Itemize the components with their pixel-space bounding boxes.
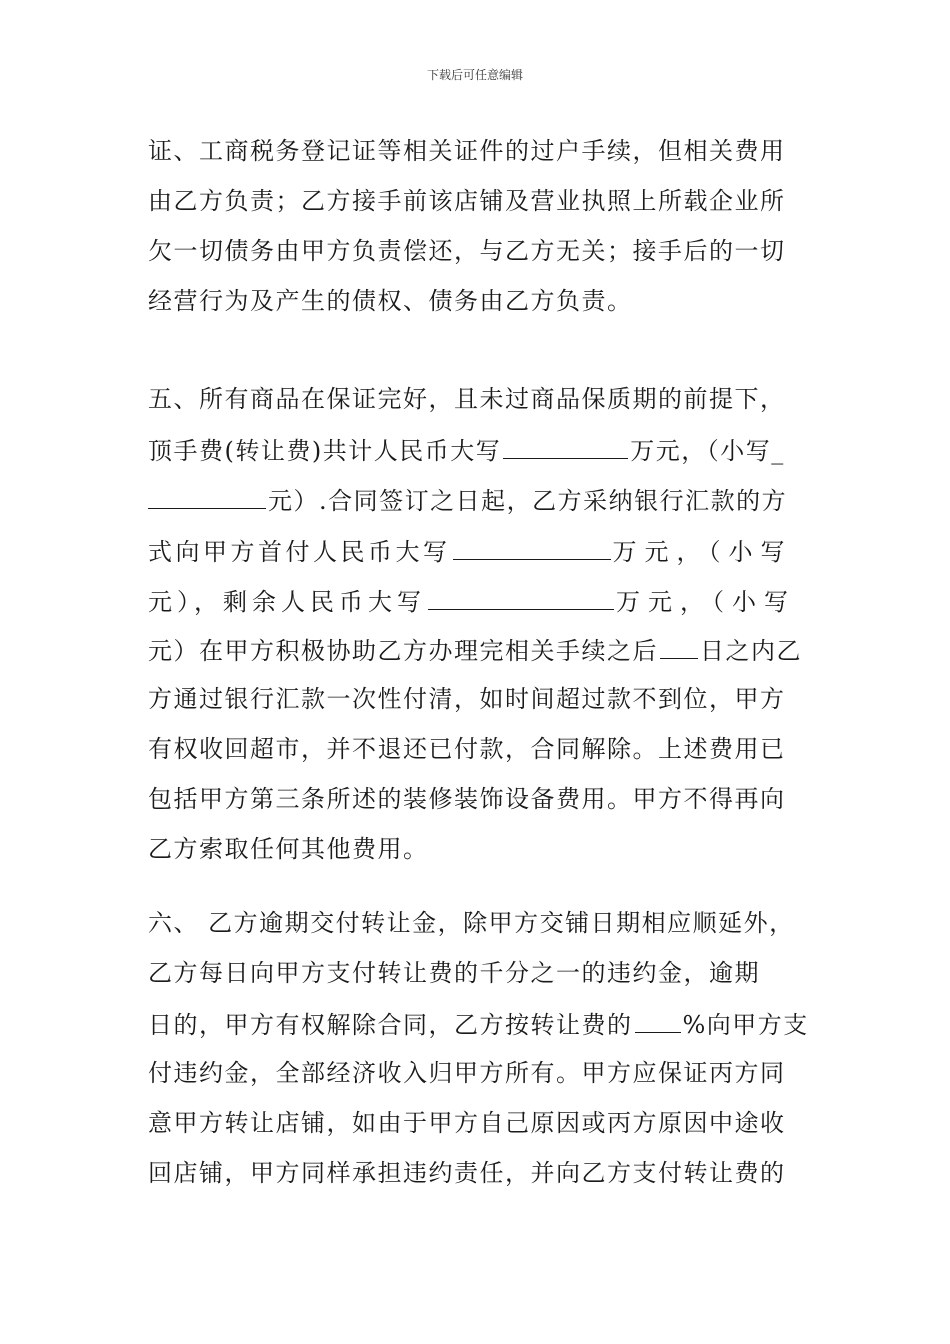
para4-line-3: 欠一切债务由甲方负责偿还，与乙方无关；接手后的一切 — [148, 237, 786, 265]
fill-blank[interactable] — [503, 434, 628, 459]
para5-line-4 — [148, 535, 793, 567]
para6-line-3 — [148, 1008, 809, 1040]
para5-text: 万元，（小写 — [616, 588, 796, 616]
para5-line-2 — [148, 434, 785, 466]
para5-text: 元）在甲方积极协助乙方办理完相关手续之后 — [148, 637, 658, 665]
fill-blank[interactable] — [635, 1008, 681, 1033]
fill-blank[interactable] — [148, 484, 266, 509]
para5-line-8: 有权收回超市，并不退还已付款，合同解除。上述费用已 — [148, 735, 786, 763]
para5-text: 式向甲方首付人民币大写 — [148, 538, 451, 566]
para5-text: 元）.合同签订之日起，乙方采纳银行汇款的方 — [268, 487, 788, 515]
para6-line-5: 意甲方转让店铺，如由于甲方自己原因或丙方原因中途收 — [148, 1109, 786, 1137]
para5-text: 元），剩余人民币大写 — [148, 588, 426, 616]
para6-line-1: 六、 乙方逾期交付转让金，除甲方交铺日期相应顺延外， — [148, 909, 795, 937]
para5-text: 万元，（小写_ — [630, 437, 785, 465]
para5-text: 日之内乙 — [700, 637, 802, 665]
para5-line-3 — [148, 484, 787, 516]
page-header: 下载后可任意编辑 — [426, 68, 523, 82]
para5-line-10: 乙方索取任何其他费用。 — [148, 835, 429, 863]
para4-line-1: 证、工商税务登记证等相关证件的过户手续，但相关费用 — [148, 137, 786, 165]
fill-blank[interactable] — [660, 634, 698, 659]
para6-text: %向甲方支 — [682, 1011, 809, 1039]
para5-text: 顶手费(转让费)共计人民币大写 — [148, 437, 502, 465]
para4-line-4: 经营行为及产生的债权、债务由乙方负责。 — [148, 287, 633, 315]
para5-text: 万元，（小写 — [612, 538, 793, 566]
para5-line-7: 方通过银行汇款一次性付清，如时间超过款不到位，甲方 — [148, 685, 786, 713]
para6-line-6: 回店铺，甲方同样承担违约责任，并向乙方支付转让费的 — [148, 1159, 786, 1187]
para5-line-6 — [148, 634, 802, 666]
para5-line-9: 包括甲方第三条所述的装修装饰设备费用。甲方不得再向 — [148, 785, 786, 813]
fill-blank[interactable] — [428, 585, 614, 610]
para4-line-2: 由乙方负责；乙方接手前该店铺及营业执照上所载企业所 — [148, 187, 786, 215]
para5-line-1: 五、所有商品在保证完好，且未过商品保质期的前提下， — [148, 385, 786, 413]
para6-line-4: 付违约金，全部经济收入归甲方所有。甲方应保证丙方同 — [148, 1059, 786, 1087]
para6-text: 日的，甲方有权解除合同，乙方按转让费的 — [148, 1011, 633, 1039]
para6-line-2: 乙方每日向甲方支付转让费的千分之一的违约金，逾期 — [148, 959, 760, 987]
fill-blank[interactable] — [453, 535, 611, 560]
para5-line-5 — [148, 585, 796, 617]
